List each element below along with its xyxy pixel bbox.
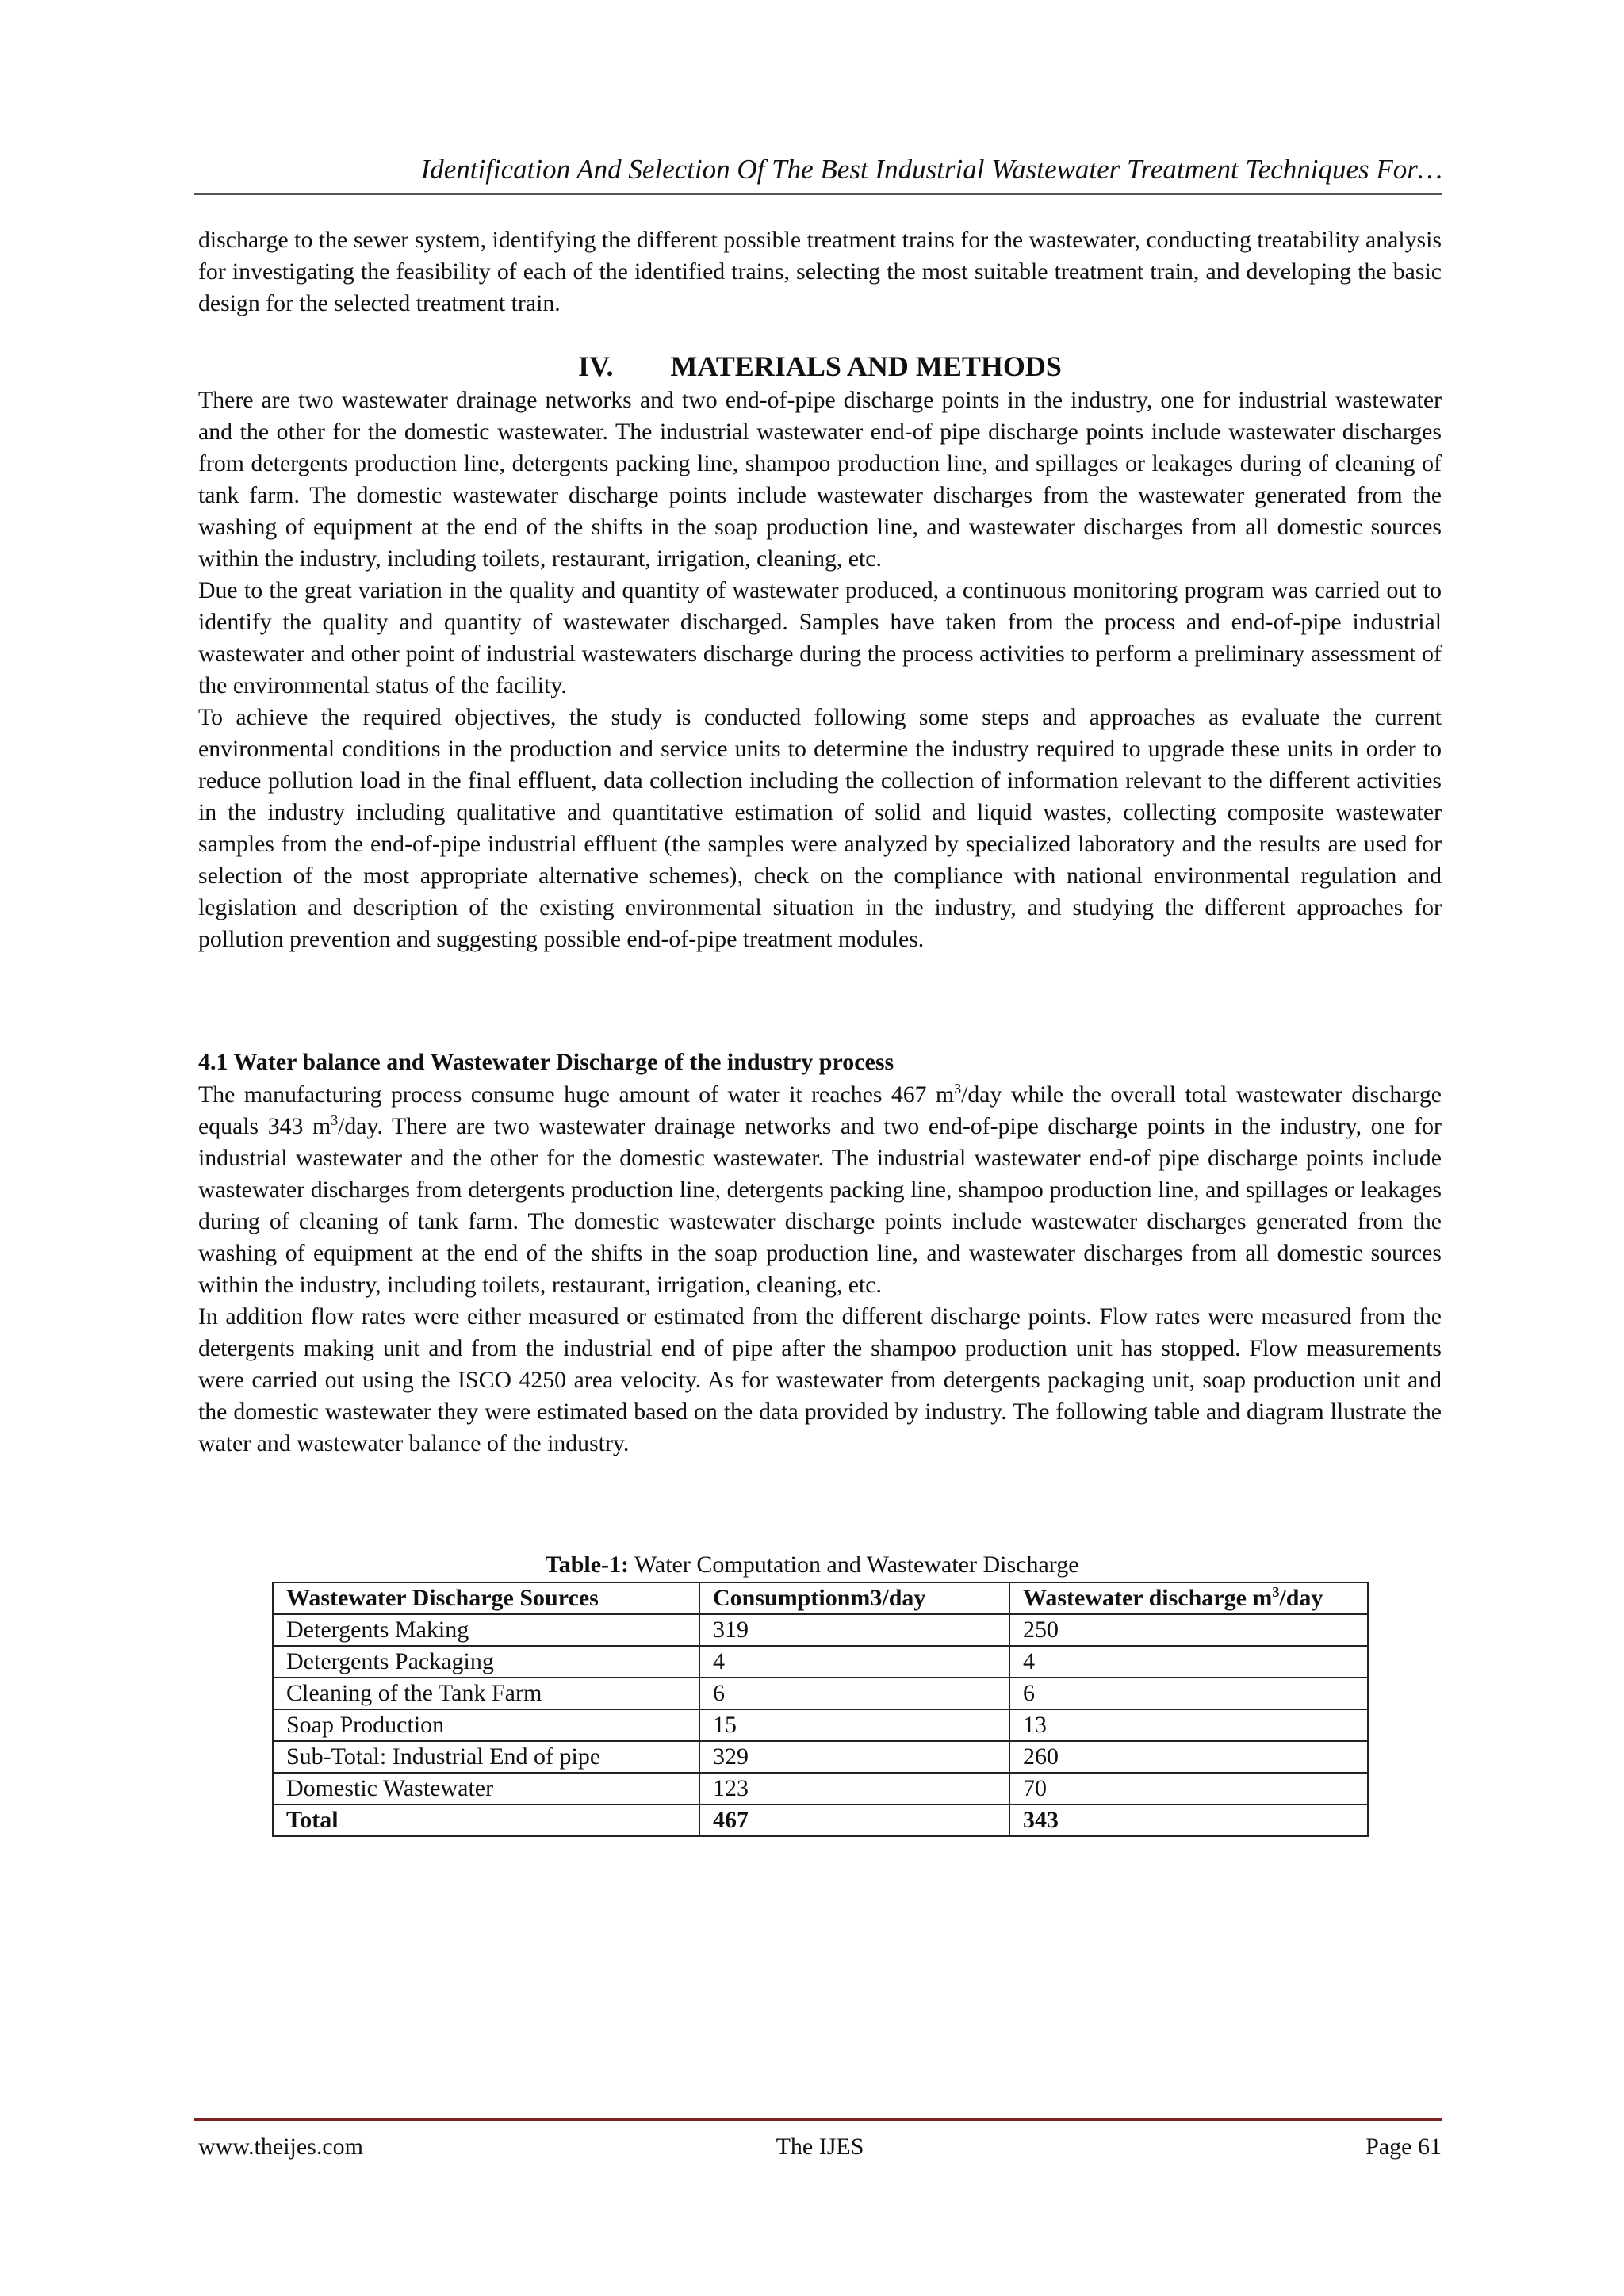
header-sources: Wastewater Discharge Sources (273, 1582, 699, 1614)
subsection-heading: 4.1 Water balance and Wastewater Discharge of the industry process (198, 1049, 894, 1075)
table-row (273, 1741, 1368, 1773)
cell-discharge: 6 (1009, 1678, 1368, 1709)
table-row (273, 1709, 1368, 1741)
cell-discharge: 260 (1009, 1741, 1368, 1773)
footer-divider (194, 2118, 1442, 2126)
section-title: MATERIALS AND METHODS (670, 350, 1062, 382)
p1-part-b: /day while the overall total wastewater discharge equals 343 m (198, 1081, 1442, 1139)
cell-source: Soap Production (273, 1709, 699, 1741)
cell-source: Sub-Total: Industrial End of pipe (273, 1741, 699, 1773)
methods-text (198, 385, 1442, 955)
table-caption-label: Table-1: (545, 1552, 630, 1578)
water-computation-table (272, 1582, 1369, 1837)
p1-part-a: The manufacturing process consume huge amount of water it reaches 467 m (198, 1081, 955, 1108)
section-number: IV. (578, 350, 614, 382)
superscript-3: 3 (331, 1112, 339, 1129)
methods-paragraph-3: To achieve the required objectives, the study is conducted following some steps and approaches as evaluate the current environmental conditions in the production and service units to determine the industry required to upgrade these units in order to reduce pollution load in the final effluent, data collection including the collection of information relevant to the different activities in the industry including qualitative and quantitative estimation of solid and liquid wastes, collecting composite wastewater samples from the end-of-pipe industrial effluent (the samples were analyzed by specialized laboratory and the results are used for selection of the most appropriate alternative schemes), check on the compliance with national environmental regulation and legislation and description of the existing environmental situation in the industry, and studying the different approaches for pollution prevention and suggesting possible end-of-pipe treatment modules. (198, 704, 1442, 952)
cell-consumption: 15 (699, 1709, 1009, 1741)
cell-consumption: 329 (699, 1741, 1009, 1773)
table-caption (0, 1549, 1624, 1581)
water-balance-paragraph-2: In addition flow rates were either measured or estimated from the different discharge points. Flow rates were measured from the detergents making unit and from the industrial end of pipe after the shampoo production unit has stopped. Flow measurements were carried out using the ISCO 4250 area velocity. As for wastewater from detergents packaging unit, soap production unit and the domestic wastewater they were estimated based on the data provided by industry. The following table and diagram llustrate the water and wastewater balance of the industry. (198, 1303, 1442, 1456)
cell-discharge: 343 (1009, 1804, 1368, 1836)
intro-paragraph-block (198, 224, 1442, 320)
table-row (273, 1773, 1368, 1804)
table-row (273, 1678, 1368, 1709)
section-heading (198, 349, 1442, 384)
water-balance-paragraph-1 (198, 1079, 1442, 1301)
cell-discharge: 70 (1009, 1773, 1368, 1804)
table-row (273, 1646, 1368, 1678)
table-header-row (273, 1582, 1368, 1614)
methods-paragraph-2: Due to the great variation in the quality and quantity of wastewater produced, a continuous monitoring program was carried out to identify the quality and quantity of wastewater discharged. Samples have taken from the process and end-of-pipe industrial wastewater and other point of industrial wastewaters discharge during the process activities to perform a preliminary assessment of the environmental status of the facility. (198, 577, 1442, 698)
cell-consumption: 6 (699, 1678, 1009, 1709)
running-header (194, 151, 1442, 195)
cell-source: Total (273, 1804, 699, 1836)
intro-paragraph: discharge to the sewer system, identifying the different possible treatment trains for the wastewater, conducting treatability analysis for investigating the feasibility of each of the identified trains, selecting the most suitable treatment train, and developing the basic design for the selected treatment train. (198, 227, 1442, 316)
cell-source: Detergents Making (273, 1614, 699, 1646)
cell-source: Detergents Packaging (273, 1646, 699, 1678)
table-row (273, 1614, 1368, 1646)
table-caption-text: Water Computation and Wastewater Discharge (634, 1552, 1079, 1578)
methods-paragraph-1: There are two wastewater drainage networks and two end-of-pipe discharge points in the industry, one for industrial wastewater and the other for the domestic wastewater. The industrial wastewater end-of pipe discharge points include wastewater discharges from detergents production line, detergents packing line, shampoo production line, and spillages or leakages during of cleaning of tank farm. The domestic wastewater discharge points include wastewater discharges from the wastewater generated from the washing of equipment at the end of the shifts in the soap production line, and wastewater discharges from all domestic sources within the industry, including toilets, restaurant, irrigation, cleaning, etc. (198, 387, 1442, 572)
header-discharge: Wastewater discharge $m^3$/day (1009, 1582, 1368, 1614)
table-total-row (273, 1804, 1368, 1836)
footer-page-number: Page 61 (1365, 2133, 1442, 2160)
cell-consumption: 467 (699, 1804, 1009, 1836)
cell-source: Cleaning of the Tank Farm (273, 1678, 699, 1709)
header-consumption: Consumptionm3/day (699, 1582, 1009, 1614)
footer-website-link[interactable]: www.theijes.com (198, 2133, 364, 2160)
cell-discharge: 13 (1009, 1709, 1368, 1741)
running-title: Identification And Selection Of The Best Industrial Wastewater Treatment Techniques For… (420, 154, 1442, 185)
cell-discharge: 4 (1009, 1646, 1368, 1678)
cell-consumption: 123 (699, 1773, 1009, 1804)
cell-source: Domestic Wastewater (273, 1773, 699, 1804)
superscript-3: 3 (954, 1081, 962, 1097)
cell-discharge: 250 (1009, 1614, 1368, 1646)
cell-consumption: 319 (699, 1614, 1009, 1646)
p1-part-c: /day. There are two wastewater drainage networks and two end-of-pipe discharge points in the industry, one for industrial wastewater and the other for the domestic wastewater. The industrial wastewater end-of pipe discharge points include wastewater discharges from detergents production line, detergents packing line, shampoo production line, and spillages or leakages during of cleaning of tank farm. The domestic wastewater discharge points include wastewater discharges generated from the washing of equipment at the end of the shifts in the soap production line, and wastewater discharges from all domestic sources within the industry, including toilets, restaurant, irrigation, cleaning, etc. (198, 1113, 1442, 1298)
footer-journal: The IJES (776, 2133, 864, 2160)
cell-consumption: 4 (699, 1646, 1009, 1678)
water-balance-text (198, 1079, 1442, 1460)
